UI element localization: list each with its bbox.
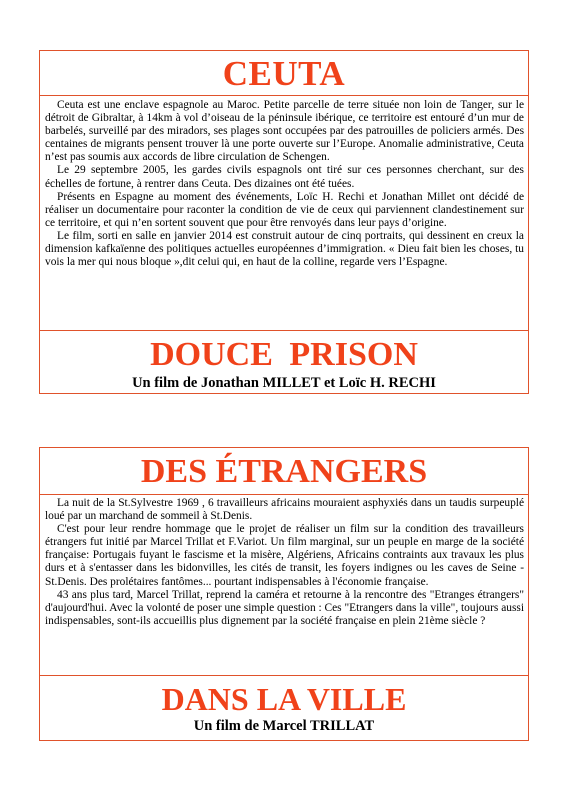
paragraph: Ceuta est une enclave espagnole au Maroc. Petite parcelle de terre située non loin de Tanger, sur le détroit de Gibraltar, à 14km à vol d’oiseau de la péninsule ibérique, ce territoire est entouré d’un mur de barbelés, surveillé par des miradors, ses plages sont occupées par des patrouilles de policiers armés. Des centaines de migrants pensent trouver là une porte ouverte sur l’Europe. Anomalie administrative, Ceuta n’est pas soumis aux accords de libre circulation de Schengen. (45, 99, 524, 164)
paragraph: Le film, sorti en salle en janvier 2014 est construit autour de cinq portraits, qui dessinent en creux la dimension kafkaïenne des politiques actuelles européennes d’immigration. « Dieu fait bien les choses, tu vois la mer qui nous bloque »,dit celui qui, en haut de la colline, regarde vers l’Espagne. (45, 229, 524, 269)
section2-film-title: DANS LA VILLE (161, 681, 407, 717)
section2-credit: Un film de Marcel TRILLAT (193, 718, 375, 734)
section1-film-title: DOUCE PRISON (150, 336, 418, 373)
ceuta-title-box (39, 50, 529, 96)
paragraph: C'est pour leur rendre hommage que le projet de réaliser un film sur la condition des travailleurs étrangers fut initié par Marcel Trillat et F.Variot. Un film marginal, sur un peuple en marge de la société française: Portugais fuyant le fascisme et la misère, Algériens, Africains contraints aux travaux les plus durs et à s'entasser dans les bidonvilles, les cités de transit, les foyers indignes ou les caves de Seine - St.Denis. Des prolétaires fantômes... pourtant indispensables à l'économie française. (45, 523, 524, 588)
douce-prison-box (39, 330, 529, 394)
section2-title: DES ÉTRANGERS (140, 453, 428, 490)
section1-credit: Un film de Jonathan MILLET et Loïc H. RECHI (132, 375, 436, 391)
paragraph: 43 ans plus tard, Marcel Trillat, reprend la caméra et retourne à la rencontre des "Etranges étrangers" d'aujourd'hui. Avec la volonté de poser une simple question : Ces "Etrangers dans la ville", toujours aussi indispensables, sont-ils accueillis plus dignement par la société française en plein 21ème siècle ? (45, 588, 524, 627)
section2-body (40, 495, 528, 628)
paragraph: Le 29 septembre 2005, les gardes civils espagnols ont tiré sur ces personnes cherchant, sur des échelles de fortune, à rentrer dans Ceuta. Des dizaines ont été tuées. (45, 164, 524, 190)
paragraph: La nuit de la St.Sylvestre 1969 , 6 travailleurs africains mouraient asphyxiés dans un taudis surpeuplé loué par un marchand de sommeil à St.Denis. (45, 497, 524, 523)
section1-body (40, 96, 528, 269)
etrangers-text-box (39, 494, 529, 676)
etrangers-title-box (39, 447, 529, 495)
section1-title: CEUTA (222, 54, 346, 93)
paragraph: Présents en Espagne au moment des événements, Loïc H. Rechi et Jonathan Millet ont décidé de réaliser un documentaire pour raconter la condition de vie de ceux qui parviennent clandestinement sur ce territoire, et qui n’en sortent souvent que pour être renvoyés dans leur pays d’origine. (45, 190, 524, 229)
ceuta-text-box (39, 95, 529, 331)
dans-la-ville-box (39, 675, 529, 741)
